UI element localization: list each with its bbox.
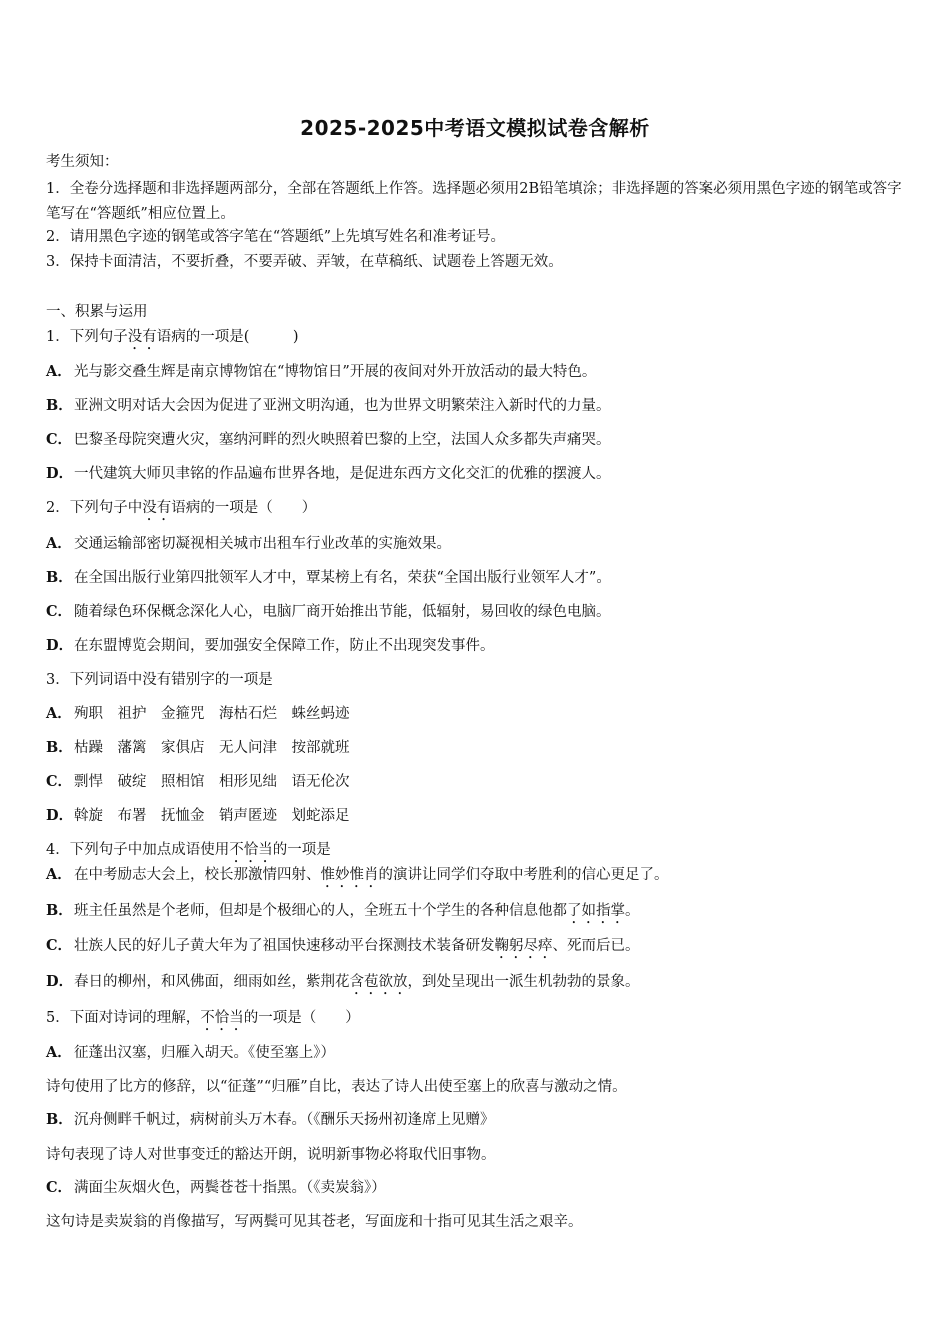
option-text: 班主任虽然是个老师，但却是个极细心的人，全班五十个学生的各种信息他都 — [74, 903, 567, 919]
poem-line: 满面尘灰烟火色，两鬓苍苍十指黑。（《卖炭翁》） — [74, 1180, 386, 1196]
word: 金箍咒 — [161, 706, 205, 722]
word: 殉职 — [74, 706, 103, 722]
word: 照相馆 — [161, 774, 205, 790]
word: 布署 — [117, 808, 147, 824]
q5-stem-pre: 5．下面对诗词的理解， — [46, 1010, 201, 1026]
section-heading: 一、积累与运用 — [46, 304, 148, 320]
q4-option-d — [46, 972, 910, 998]
q4-stem-pre: 4．下列句子中加点成语使用 — [46, 842, 230, 858]
q2-stem-pre: 2．下列句子中 — [46, 500, 143, 516]
option-text: 壮族人民的好儿子黄大年为了祖国快速移动平台探测技术装备研发 — [74, 938, 495, 954]
q5-explain-c: 这句诗是卖炭翁的肖像描写，写两鬓可见其苍老，写面庞和十指可见其生活之艰辛。 — [46, 1214, 583, 1230]
word: 抚恤金 — [161, 808, 205, 824]
option-label: A． — [46, 363, 72, 380]
word: 蛛丝蚂迹 — [291, 706, 350, 722]
q5-explain-a: 诗句使用了比方的修辞，以“征蓬”“归雁”自比，表达了诗人出使至塞上的欣喜与激动之情。 — [46, 1079, 627, 1095]
option-text: 亚洲文明对话大会因为促进了亚洲文明沟通，也为世界文明繁荣注入新时代的力量。 — [74, 398, 611, 414]
option-text: ，到处呈现出一派生机勃勃的景象。 — [407, 974, 640, 990]
option-text: 光与影交叠生辉是南京博物馆在“博物馆日”开展的夜间对外开放活动的最大特色。 — [74, 364, 597, 380]
q4-stem-emphasis: 不恰当 — [229, 842, 273, 858]
q2-option-a — [46, 534, 910, 554]
q5-stem-emphasis: 不恰当 — [200, 1010, 244, 1026]
q2-stem — [46, 498, 910, 524]
option-label: D． — [46, 807, 74, 824]
q2-option-d — [46, 636, 910, 656]
q1-stem-emphasis: 没有 — [127, 329, 157, 345]
option-text: 随着绿色环保概念深化人心，电脑厂商开始推出节能，低辐射，易回收的绿色电脑。 — [74, 604, 611, 620]
option-label: B． — [46, 1111, 73, 1128]
q5-stem-post: 的一项是（ ） — [243, 1010, 360, 1026]
notice-item-2: 2．请用黑色字迹的钢笔或答字笔在“答题纸”上先填写姓名和准考证号。 — [46, 229, 506, 245]
word: 家俱店 — [161, 740, 205, 756]
word: 销声匿迹 — [219, 808, 277, 824]
idiom-emphasis: 鞠躬尽瘁 — [494, 938, 553, 954]
word: 藩篱 — [117, 740, 147, 756]
idiom-emphasis: 了如指掌 — [567, 903, 625, 919]
option-label: C． — [46, 603, 73, 620]
option-label: C． — [46, 431, 73, 448]
option-text: 一代建筑大师贝聿铭的作品遍布世界各地，是促进东西方文化交汇的优雅的摆渡人。 — [74, 466, 611, 482]
q2-option-b — [46, 568, 910, 588]
q2-stem-post: 语病的一项是（ ） — [171, 500, 317, 516]
word: 无人问津 — [219, 740, 277, 756]
idiom-emphasis: 惟妙惟肖 — [320, 867, 379, 883]
option-label: C． — [46, 1179, 73, 1196]
option-label: B． — [46, 902, 73, 919]
option-label: A． — [46, 535, 72, 552]
q3-stem: 3．下列词语中没有错别字的一项是 — [46, 672, 273, 688]
word: 祖护 — [117, 706, 147, 722]
word: 枯躁 — [74, 740, 103, 756]
poem-line: 征蓬出汉塞，归雁入胡天。《使至塞上》） — [74, 1045, 335, 1061]
q1-stem-post: 语病的一项是( ) — [156, 329, 299, 345]
option-label: C． — [46, 937, 73, 954]
option-text: 交通运输部密切凝视相关城市出租车行业改革的实施效果。 — [74, 536, 451, 552]
option-label: B． — [46, 569, 73, 586]
q1-option-c — [46, 430, 910, 450]
option-label: A． — [46, 866, 72, 883]
word: 海枯石烂 — [219, 706, 277, 722]
q3-option-d — [46, 806, 910, 826]
q1-stem-pre: 1．下列句子 — [46, 329, 128, 345]
notice-heading: 考生须知： — [46, 154, 119, 170]
option-text: 在全国出版行业第四批领军人才中，覃某榜上有名，荣获“全国出版行业领军人才”。 — [74, 570, 611, 586]
word: 语无伦次 — [291, 774, 350, 790]
q4-stem — [46, 840, 910, 866]
poem-line: 沉舟侧畔千帆过，病树前头万木春。（《酬乐天扬州初逢席上见赠》 — [74, 1112, 495, 1128]
option-label: D． — [46, 465, 74, 482]
word: 斡旋 — [74, 808, 103, 824]
option-label: B． — [46, 739, 73, 756]
q2-option-c — [46, 602, 910, 622]
q5-explain-b: 诗句表现了诗人对世事变迁的豁达开朗，说明新事物必将取代旧事物。 — [46, 1147, 496, 1163]
page-title: 2025-2025中考语文模拟试卷含解析 — [300, 116, 650, 140]
q4-stem-post: 的一项是 — [272, 842, 331, 858]
word: 按部就班 — [291, 740, 350, 756]
option-text: 。 — [625, 903, 640, 919]
q1-option-d — [46, 464, 910, 484]
q5-option-c — [46, 1178, 910, 1198]
q2-stem-emphasis: 没有 — [142, 500, 172, 516]
word: 相形见绌 — [219, 774, 277, 790]
notice-item-1: 1．全卷分选择题和非选择题两部分，全部在答题纸上作答。选择题必须用2B铅笔填涂；非选择题的答案必须用黑色字迹的钢笔或答字笔写在“答题纸”相应位置上。 — [46, 181, 902, 222]
q3-option-a — [46, 704, 910, 724]
option-label: C． — [46, 773, 73, 790]
q4-option-b — [46, 901, 910, 927]
option-label: A． — [46, 705, 72, 722]
idiom-emphasis: 含苞欲放 — [349, 974, 408, 990]
word: 划蛇添足 — [291, 808, 350, 824]
option-label: D． — [46, 637, 74, 654]
q1-stem — [46, 327, 910, 353]
option-text: 巴黎圣母院突遭火灾，塞纳河畔的烈火映照着巴黎的上空，法国人众多都失声痛哭。 — [74, 432, 611, 448]
notice-item-3: 3．保持卡面清洁，不要折叠，不要弄破、弄皱，在草稿纸、试题卷上答题无效。 — [46, 254, 563, 270]
q3-option-b — [46, 738, 910, 758]
q3-option-c — [46, 772, 910, 792]
option-text: 春日的柳州，和风佛面，细雨如丝，紫荆花 — [74, 974, 350, 990]
option-text: 的演讲让同学们夺取中考胜利的信心更足了。 — [378, 867, 669, 883]
option-label: D． — [46, 973, 74, 990]
option-label: B． — [46, 397, 73, 414]
q5-option-a — [46, 1043, 910, 1063]
option-text: 在中考励志大会上，校长那激情四射、 — [74, 867, 321, 883]
word: 破绽 — [117, 774, 147, 790]
word: 剽悍 — [74, 774, 103, 790]
option-label: A． — [46, 1044, 72, 1061]
q4-option-a — [46, 865, 910, 891]
q1-option-b — [46, 396, 910, 416]
q4-option-c — [46, 936, 910, 962]
q5-stem — [46, 1008, 910, 1034]
q1-option-a — [46, 362, 910, 382]
option-text: 、死而后已。 — [552, 938, 640, 954]
q5-option-b — [46, 1110, 910, 1130]
option-text: 在东盟博览会期间，要加强安全保障工作，防止不出现突发事件。 — [74, 638, 495, 654]
